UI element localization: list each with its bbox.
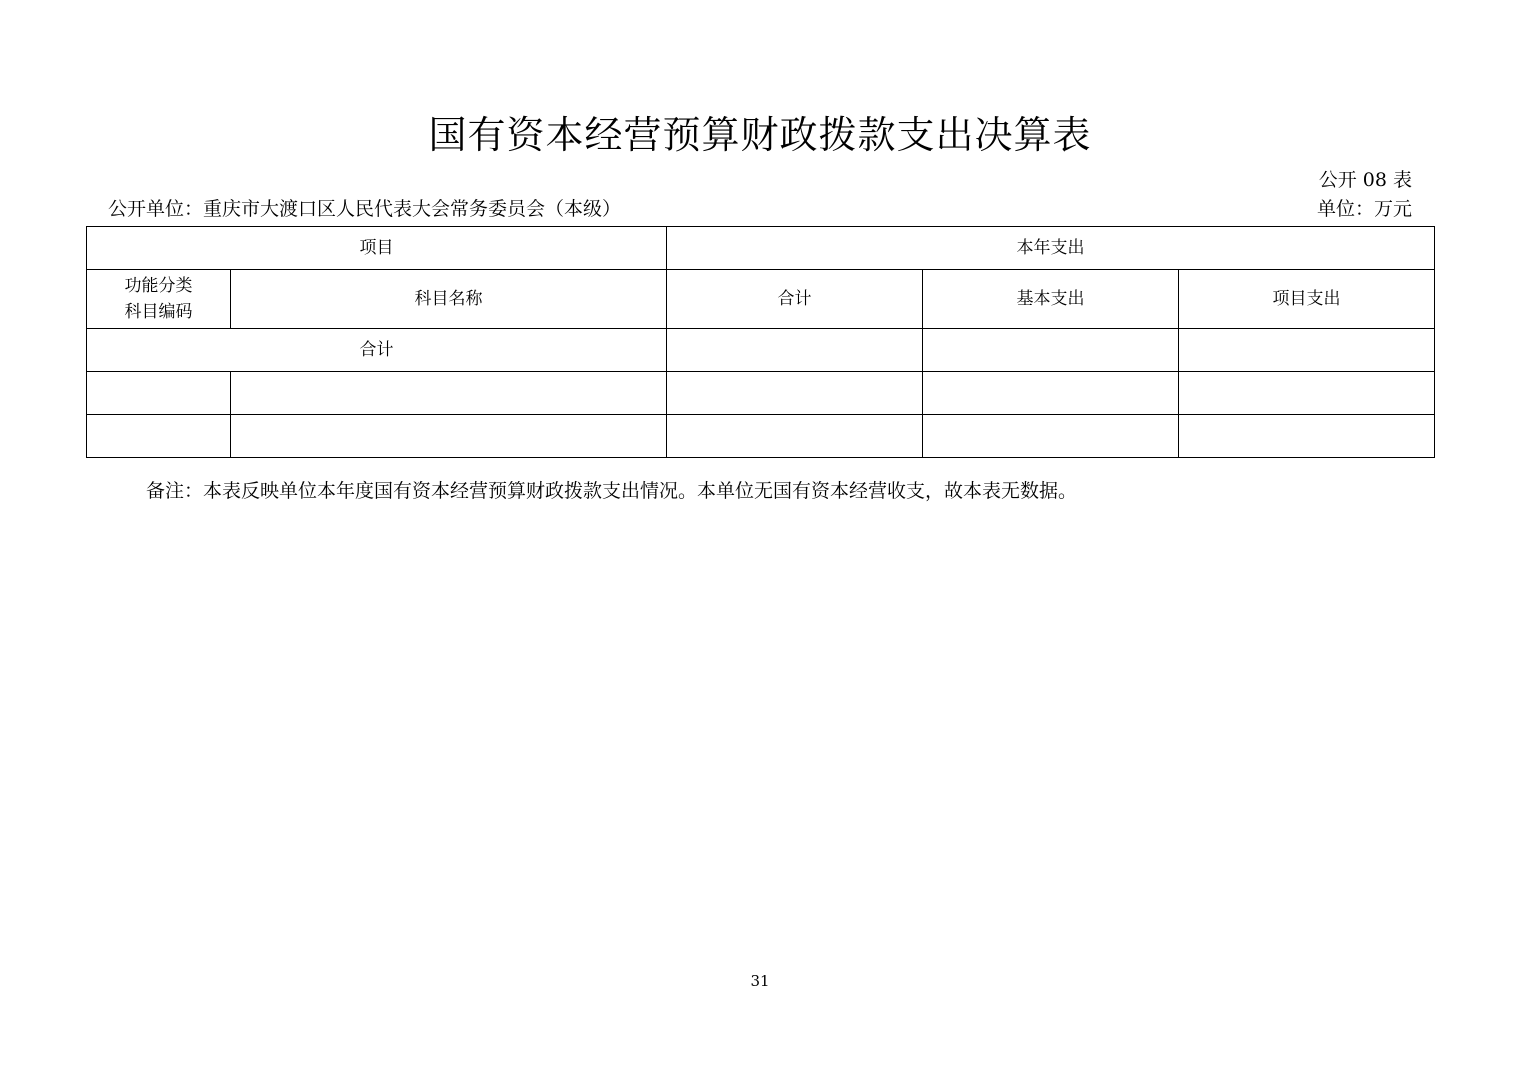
currency-unit: 单位：万元 (1316, 198, 1412, 220)
row-project (1179, 415, 1435, 458)
document-title: 国有资本经营预算财政拨款支出决算表 (428, 113, 1092, 157)
reporting-unit: 公开单位：重庆市大渡口区人民代表大会常务委员会（本级） (108, 198, 622, 220)
table-row (87, 415, 1435, 458)
row-total (667, 415, 923, 458)
header-current-year-expenditure: 本年支出 (667, 227, 1435, 270)
remarks-note: 备注：本表反映单位本年度国有资本经营预算财政拨款支出情况。本单位无国有资本经营收支，故本表无数据。 (146, 480, 1078, 502)
table-row (87, 372, 1435, 415)
row-name (231, 372, 667, 415)
row-basic (923, 372, 1179, 415)
row-basic (923, 415, 1179, 458)
row-total (667, 372, 923, 415)
header-row (87, 227, 1435, 270)
total-row-project (1179, 329, 1435, 372)
expenditure-table (86, 226, 1435, 458)
total-row-basic (923, 329, 1179, 372)
row-code (87, 372, 231, 415)
header-total: 合计 (667, 270, 923, 329)
header-project: 项目 (87, 227, 667, 270)
row-project (1179, 372, 1435, 415)
total-row-label: 合计 (87, 329, 667, 372)
row-code (87, 415, 231, 458)
header-code-line2: 科目编码 (124, 302, 193, 322)
header-basic-expenditure: 基本支出 (923, 270, 1179, 329)
row-name (231, 415, 667, 458)
header-code-line1: 功能分类 (124, 276, 193, 296)
header-subject-name: 科目名称 (231, 270, 667, 329)
header-function-code (87, 270, 231, 329)
total-row (87, 329, 1435, 372)
form-code: 公开 08 表 (1318, 169, 1412, 191)
header-project-expenditure: 项目支出 (1179, 270, 1435, 329)
page-number: 31 (750, 972, 770, 990)
subheader-row (87, 270, 1435, 329)
total-row-total (667, 329, 923, 372)
